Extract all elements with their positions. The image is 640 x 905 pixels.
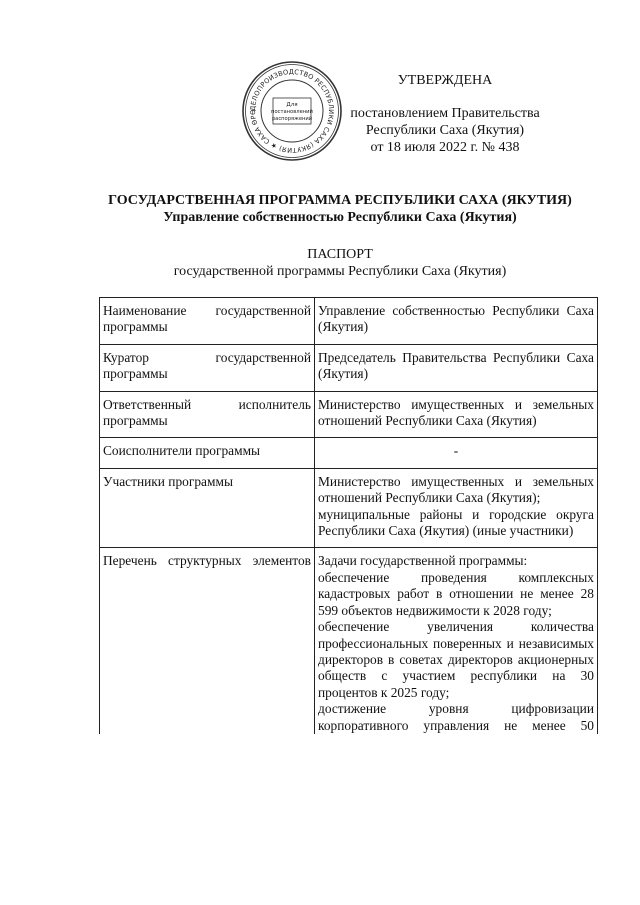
row-value-text: - [453, 443, 459, 459]
seal-ring-text: ДЕЛОПРОИЗВОДСТВО РЕСПУБЛИКИ САХА (ЯКУТИЯ) ★ САХА ӨРӨ [248, 67, 336, 155]
passport-heading [90, 246, 590, 280]
passport-subtitle: государственной программы Республики Саха (Якутия) [173, 264, 507, 279]
row-label: Перечень структурных элементов [100, 548, 315, 734]
row-value-text: Председатель Правительства Республики Саха (Якутия) [318, 349, 594, 382]
seal-center-line3: распоряжений [271, 116, 313, 122]
row-label: Соисполнители программы [100, 438, 315, 468]
row-label: Ответственный исполнитель программы [100, 391, 315, 438]
row-label: Наименование государственной программы [100, 298, 315, 345]
document-title [90, 192, 590, 226]
row-value-text: Задачи государственной программы: [318, 553, 528, 569]
row-value [315, 548, 598, 734]
table-row [100, 438, 598, 468]
row-value [315, 391, 598, 438]
passport-table [99, 297, 598, 734]
program-subtitle: Управление собственностью Республики Саха (Якутия) [163, 210, 517, 225]
table-row [100, 548, 598, 734]
row-value [315, 468, 598, 548]
approval-block [330, 72, 560, 156]
table-row [100, 298, 598, 345]
table-row [100, 344, 598, 391]
program-title: ГОСУДАРСТВЕННАЯ ПРОГРАММА РЕСПУБЛИКИ САХА (ЯКУТИЯ) [108, 193, 572, 208]
approval-line-2: Республики Саха (Якутия) [365, 123, 525, 138]
row-value-text: Министерство имущественных и земельных отношений Республики Саха (Якутия); [318, 473, 594, 506]
passport-title: ПАСПОРТ [307, 247, 373, 262]
row-value-text: Управление собственностью Республики Саха (Якутия) [318, 303, 594, 335]
row-value-text: обеспечение увеличения количества профессиональных поверенных и независимых директоров в советах директоров акционерных обществ с участием республики на 30 процентов к 2025 году; [318, 619, 594, 700]
table-row [100, 391, 598, 438]
official-seal [241, 60, 343, 162]
row-value [315, 438, 598, 468]
row-value [315, 344, 598, 391]
approval-line-3: от 18 июля 2022 г. № 438 [370, 140, 520, 155]
row-value-text: достижение уровня цифровизации корпоративного управления не менее 50 [318, 701, 594, 733]
seal-center-line2: постановлений [271, 109, 313, 115]
row-value-text: муниципальные районы и городские округа Республики Саха (Якутия) (иные участники) [318, 506, 594, 539]
approval-title: УТВЕРЖДЕНА [397, 73, 493, 88]
row-value-text: Министерство имущественных и земельных отношений Республики Саха (Якутия) [318, 396, 594, 429]
seal-graphic [241, 60, 343, 162]
seal-center-line1: Для [286, 102, 298, 108]
approval-line-1: постановлением Правительства [350, 106, 540, 121]
row-label: Участники программы [100, 468, 315, 548]
table-row [100, 468, 598, 548]
row-value [315, 298, 598, 345]
row-value-text: обеспечение проведения комплексных кадастровых работ в отношении не менее 28 599 объектов недвижимости к 2028 году; [318, 569, 594, 618]
row-label: Куратор государственной программы [100, 344, 315, 391]
